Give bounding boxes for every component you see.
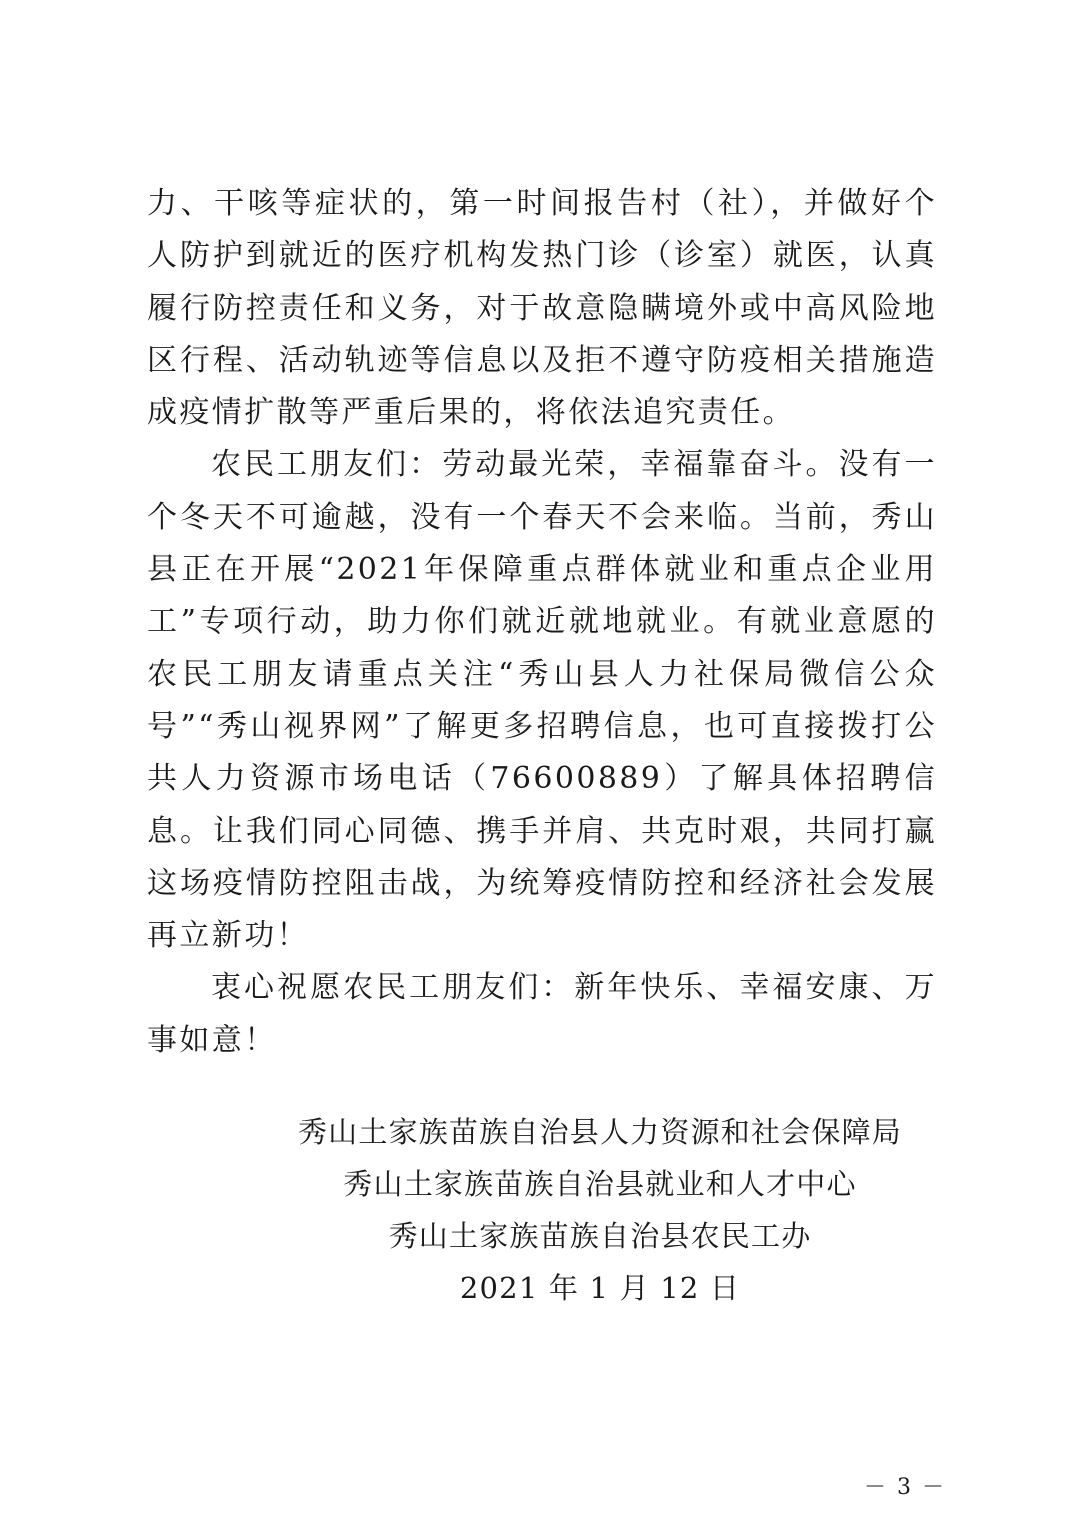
signature-block <box>290 1106 910 1314</box>
signature-org-migrant-worker-office: 秀山土家族苗族自治县农民工办 <box>388 1219 812 1253</box>
paragraph-continuation: 力、干咳等症状的，第一时间报告村（社），并做好个人防护到就近的医疗机构发热门诊（诊室）就医，认真履行防控责任和义务，对于故意隐瞒境外或中高风险地区行程、活动轨迹等信息以及拒不遵守防疫相关措施造成疫情扩散等严重后果的，将依法追究责任。 <box>147 186 937 431</box>
paragraph-closing-wishes: 衷心祝愿农民工朋友们：新年快乐、幸福安康、万事如意！ <box>147 970 937 1058</box>
signature-date: 2021 年 1 月 12 日 <box>459 1271 741 1305</box>
signature-org-employment-center: 秀山土家族苗族自治县就业和人才中心 <box>343 1167 857 1201</box>
page-number: － 3 － <box>864 1475 946 1500</box>
paragraph-employment-appeal: 农民工朋友们：劳动最光荣，幸福靠奋斗。没有一个冬天不可逾越，没有一个春天不会来临。当前，秀山县正在开展“2021年保障重点群体就业和重点企业用工”专项行动，助力你们就近就地就业。有就业意愿的农民工朋友请重点关注“秀山县人力社保局微信公众号”“秀山视界网”了解更多招聘信息，也可直接拨打公共人力资源市场电话（76600889）了解具体招聘信息。让我们同心同德、携手并肩、共克时艰，共同打赢这场疫情防控阻击战，为统筹疫情防控和经济社会发展再立新功！ <box>147 447 937 954</box>
letter-body <box>147 178 937 1067</box>
signature-org-hrss-bureau: 秀山土家族苗族自治县人力资源和社会保障局 <box>297 1115 902 1149</box>
